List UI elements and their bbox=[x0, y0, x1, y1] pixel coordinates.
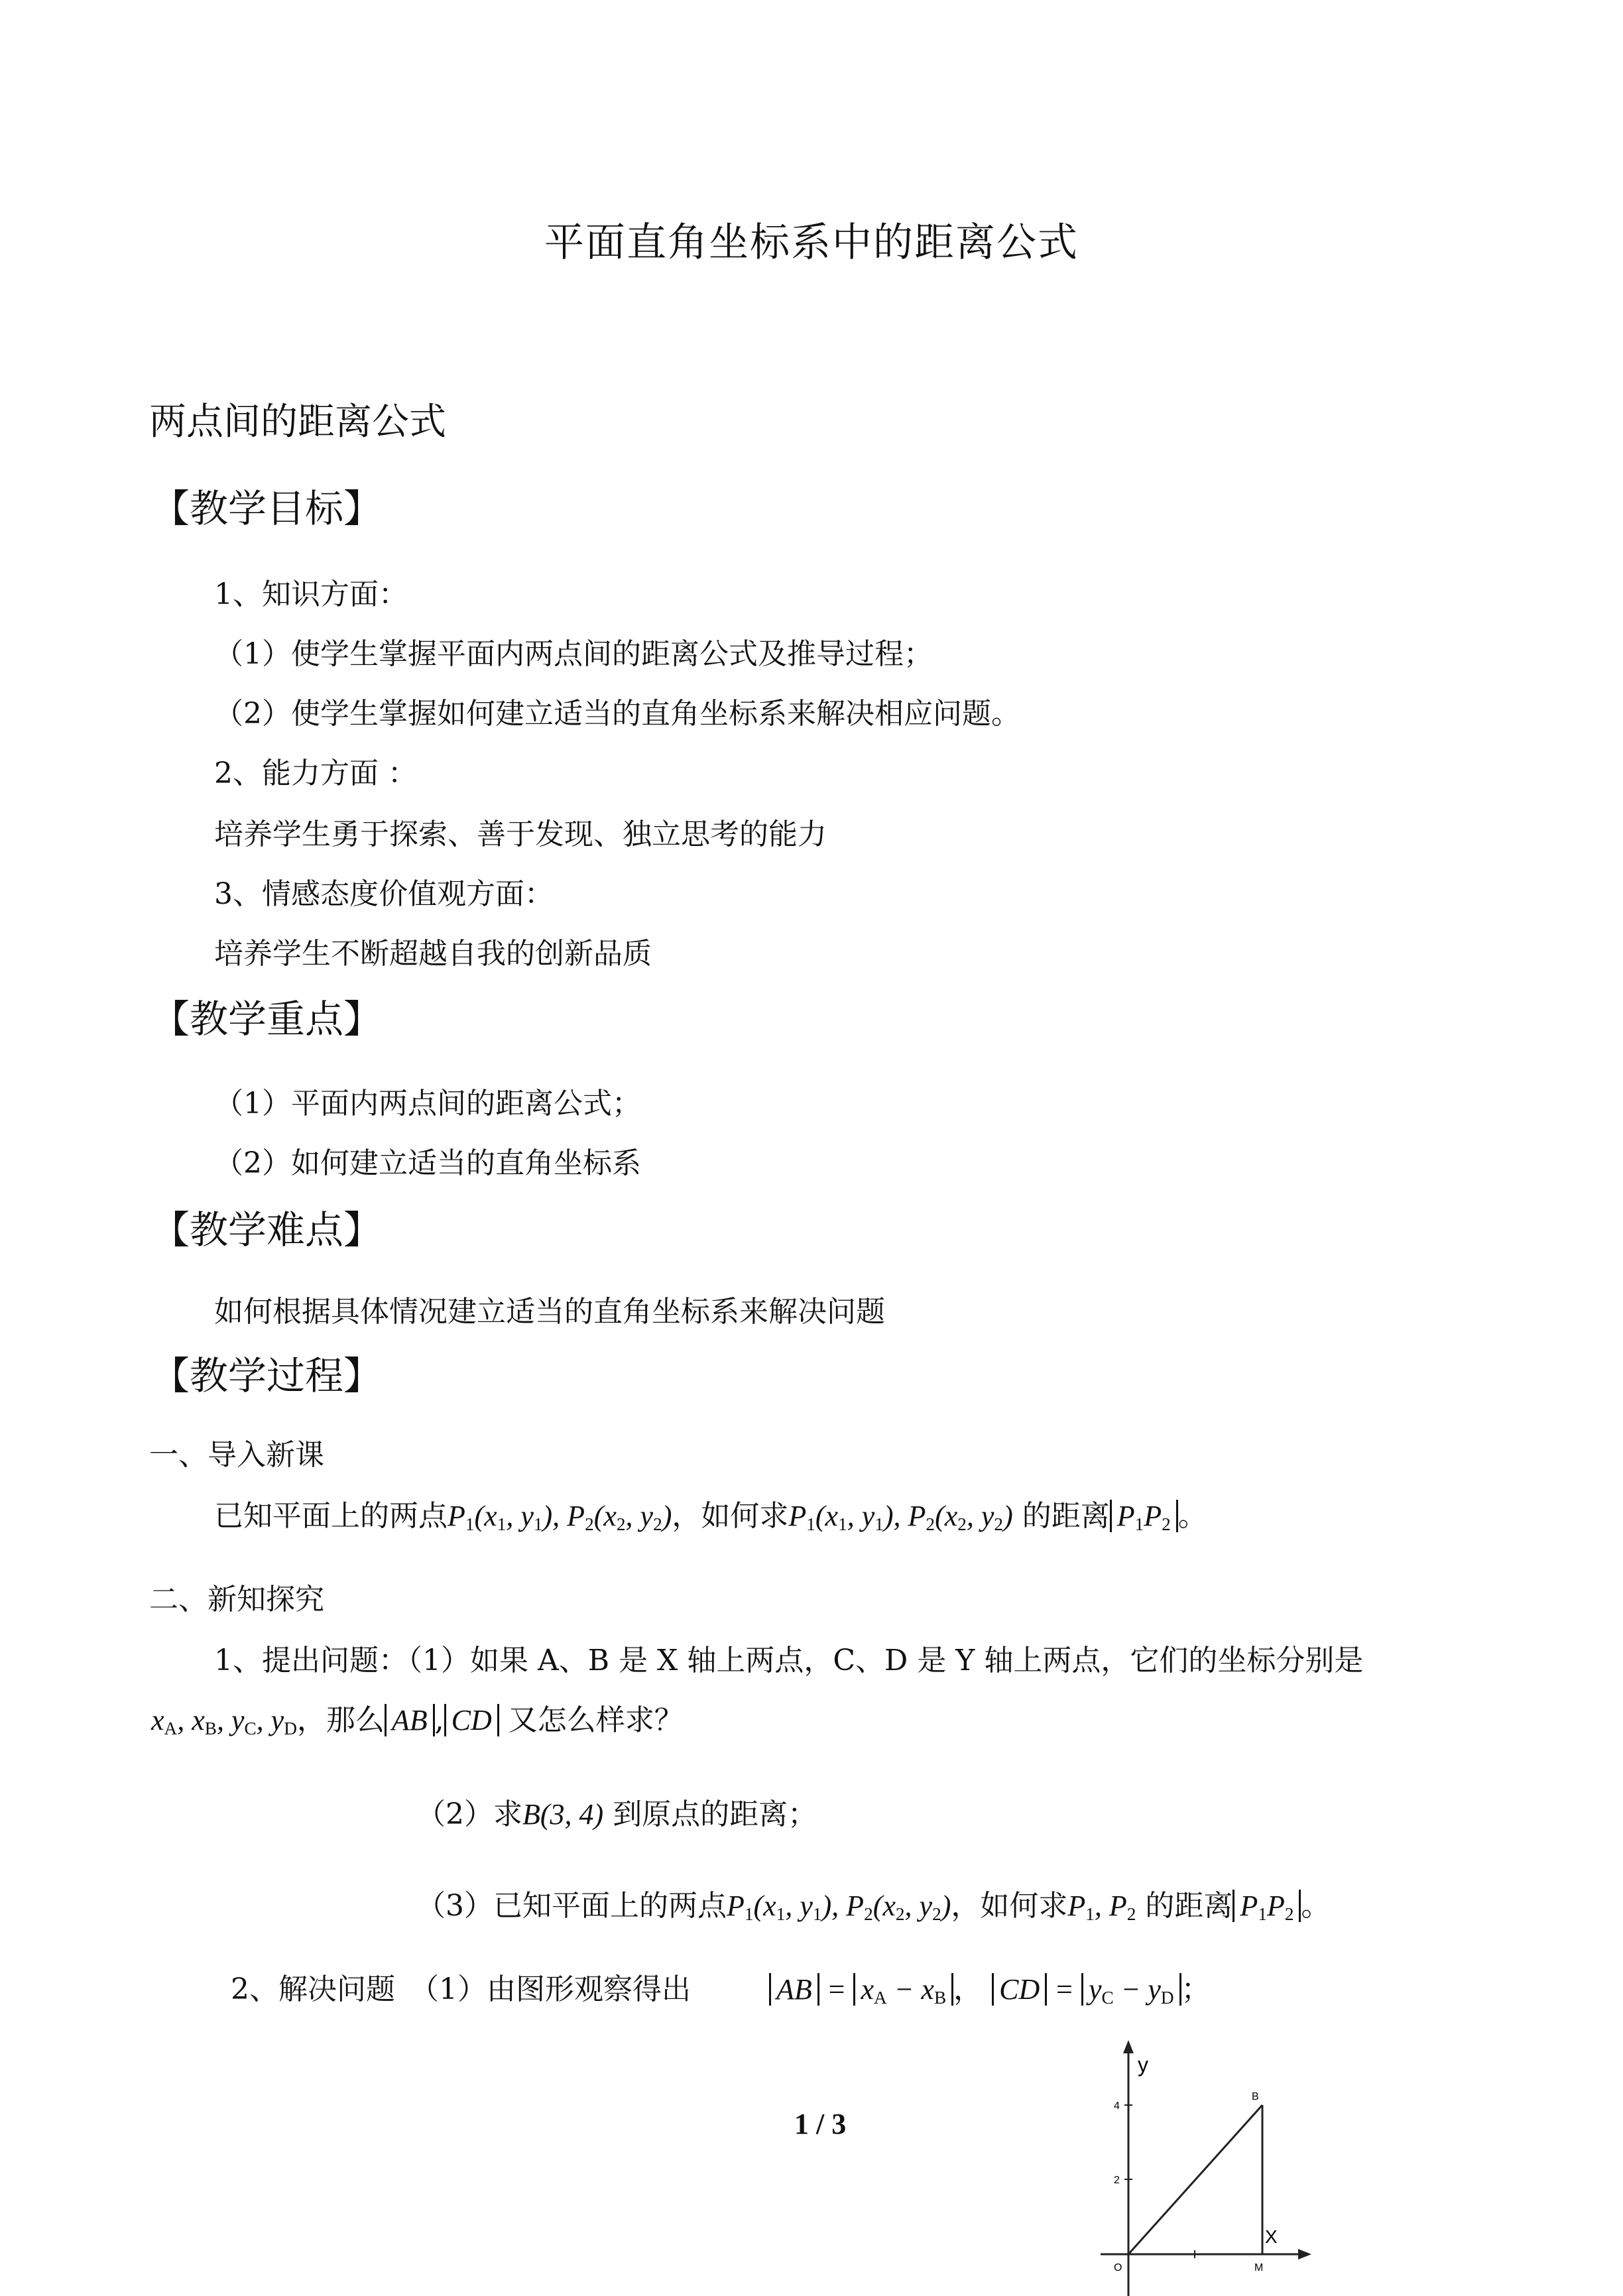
q3-prefix: （3）已知平面上的两点 bbox=[416, 1889, 727, 1923]
points-p1-p2-formula-2: $P_1(x_1$, $y_1$), $P_2(x_2$, $y_2$) bbox=[788, 1500, 1013, 1534]
q3-mid2: 的距离 bbox=[1145, 1889, 1233, 1923]
y-axis-label: y bbox=[1138, 2053, 1148, 2077]
q1-mid: ，那么 bbox=[296, 1703, 385, 1737]
q2-prefix: （2）求 bbox=[416, 1797, 522, 1831]
distance-ab: AB bbox=[385, 1704, 435, 1736]
section-title: 两点间的距离公式 bbox=[149, 400, 446, 444]
p1-p2-names: $P_1$, $P_2$ bbox=[1067, 1890, 1136, 1924]
coordinates-list: $x_A$, $x_B$, $y_C$, $y_D$ bbox=[151, 1704, 297, 1738]
x-axis-arrow-icon bbox=[1298, 2249, 1311, 2260]
knowledge-item-2: （2）使学生掌握如何建立适当的直角坐标系来解决相应问题。 bbox=[214, 697, 1020, 731]
y-axis-arrow-icon bbox=[1123, 2040, 1134, 2053]
solve-line: 2、解决问题 （1）由图形观察得出 AB = $x_A - x_B$ ， CD = $y_C - y_D$ ； bbox=[231, 1972, 1211, 2008]
tick-2-label: 2 bbox=[1114, 2175, 1120, 2186]
solve-prefix: 2、解决问题 （1）由图形观察得出 bbox=[231, 1972, 691, 2006]
process-heading: 【教学过程】 bbox=[151, 1353, 383, 1398]
intro-paragraph bbox=[214, 1492, 1207, 1535]
question-1-continuation: $x_A$, $x_B$, $y_C$, $y_D$，那么 AB , CD 又怎么样求？ bbox=[151, 1703, 684, 1738]
distance-p1p2-2: $P_1P_2$ bbox=[1232, 1890, 1301, 1922]
abs-xa-minus-xb: $x_A - x_B$ bbox=[853, 1973, 953, 2006]
q2-end: 到原点的距离； bbox=[613, 1797, 817, 1831]
q1-end: 又怎么样求？ bbox=[508, 1703, 684, 1737]
q3-end: 。 bbox=[1301, 1889, 1331, 1923]
goals-heading: 【教学目标】 bbox=[151, 486, 383, 531]
distance-p1p2: $P_1P_2$ bbox=[1110, 1500, 1178, 1532]
knowledge-label: 1、知识方面： bbox=[214, 577, 408, 611]
emotion-label: 3、情感态度价值观方面： bbox=[214, 877, 554, 911]
intro-mid2: 的距离 bbox=[1022, 1499, 1110, 1533]
explore-heading: 二、新知探究 bbox=[149, 1583, 324, 1616]
segment-ob bbox=[1128, 2105, 1262, 2254]
tick-4-label: 4 bbox=[1114, 2100, 1120, 2112]
key-point-1: （1）平面内两点间的距离公式； bbox=[214, 1087, 641, 1120]
abs-cd: CD bbox=[992, 1973, 1047, 2006]
x-axis-label: X bbox=[1265, 2226, 1278, 2247]
ability-text: 培养学生勇于探索、善于发现、独立思考的能力 bbox=[214, 817, 827, 851]
ability-label: 2、能力方面 ： bbox=[214, 756, 417, 790]
intro-heading: 一、导入新课 bbox=[149, 1438, 324, 1472]
points-p1-p2-formula: $P_1(x_1$, $y_1$), $P_2(x_2$, $y_2$) bbox=[448, 1500, 672, 1534]
page-number: 1 / 3 bbox=[794, 2108, 847, 2140]
abs-yc-minus-yd: $y_C - y_D$ bbox=[1081, 1973, 1181, 2006]
emotion-text: 培养学生不断超越自我的创新品质 bbox=[214, 937, 652, 971]
question-2 bbox=[416, 1790, 817, 1833]
abs-ab: AB bbox=[769, 1973, 819, 2006]
difficulty-text: 如何根据具体情况建立适当的直角坐标系来解决问题 bbox=[214, 1295, 885, 1329]
q3-mid: ，如何求 bbox=[951, 1889, 1068, 1923]
point-b-label: B bbox=[1252, 2091, 1259, 2102]
intro-mid: ，如何求 bbox=[672, 1499, 789, 1533]
question-3 bbox=[416, 1882, 1330, 1925]
point-b: B(3, 4) bbox=[522, 1798, 604, 1831]
points-p1-p2-formula-3: $P_1(x_1$, $y_1$), $P_2(x_2$, $y_2$) bbox=[727, 1890, 951, 1924]
page-title: 平面直角坐标系中的距离公式 bbox=[544, 219, 1079, 266]
distance-cd: CD bbox=[444, 1704, 499, 1736]
solve-sep: ， bbox=[953, 1972, 983, 2006]
difficulty-heading: 【教学难点】 bbox=[151, 1207, 383, 1252]
solve-end: ； bbox=[1181, 1972, 1211, 2006]
key-point-2: （2）如何建立适当的直角坐标系 bbox=[214, 1146, 641, 1180]
intro-prefix: 已知平面上的两点 bbox=[214, 1499, 448, 1533]
intro-end: 。 bbox=[1177, 1499, 1207, 1533]
question-1-line: 1、提出问题：（1）如果 A、B 是 X 轴上两点，C、D 是 Y 轴上两点，它们的坐标分别是 bbox=[214, 1644, 1364, 1677]
coordinate-figure bbox=[1087, 2039, 1313, 2296]
key-points-heading: 【教学重点】 bbox=[151, 997, 383, 1042]
point-m-label: M bbox=[1254, 2262, 1264, 2273]
origin-label: O bbox=[1114, 2262, 1122, 2273]
knowledge-item-1: （1）使学生掌握平面内两点间的距离公式及推导过程； bbox=[214, 637, 933, 671]
